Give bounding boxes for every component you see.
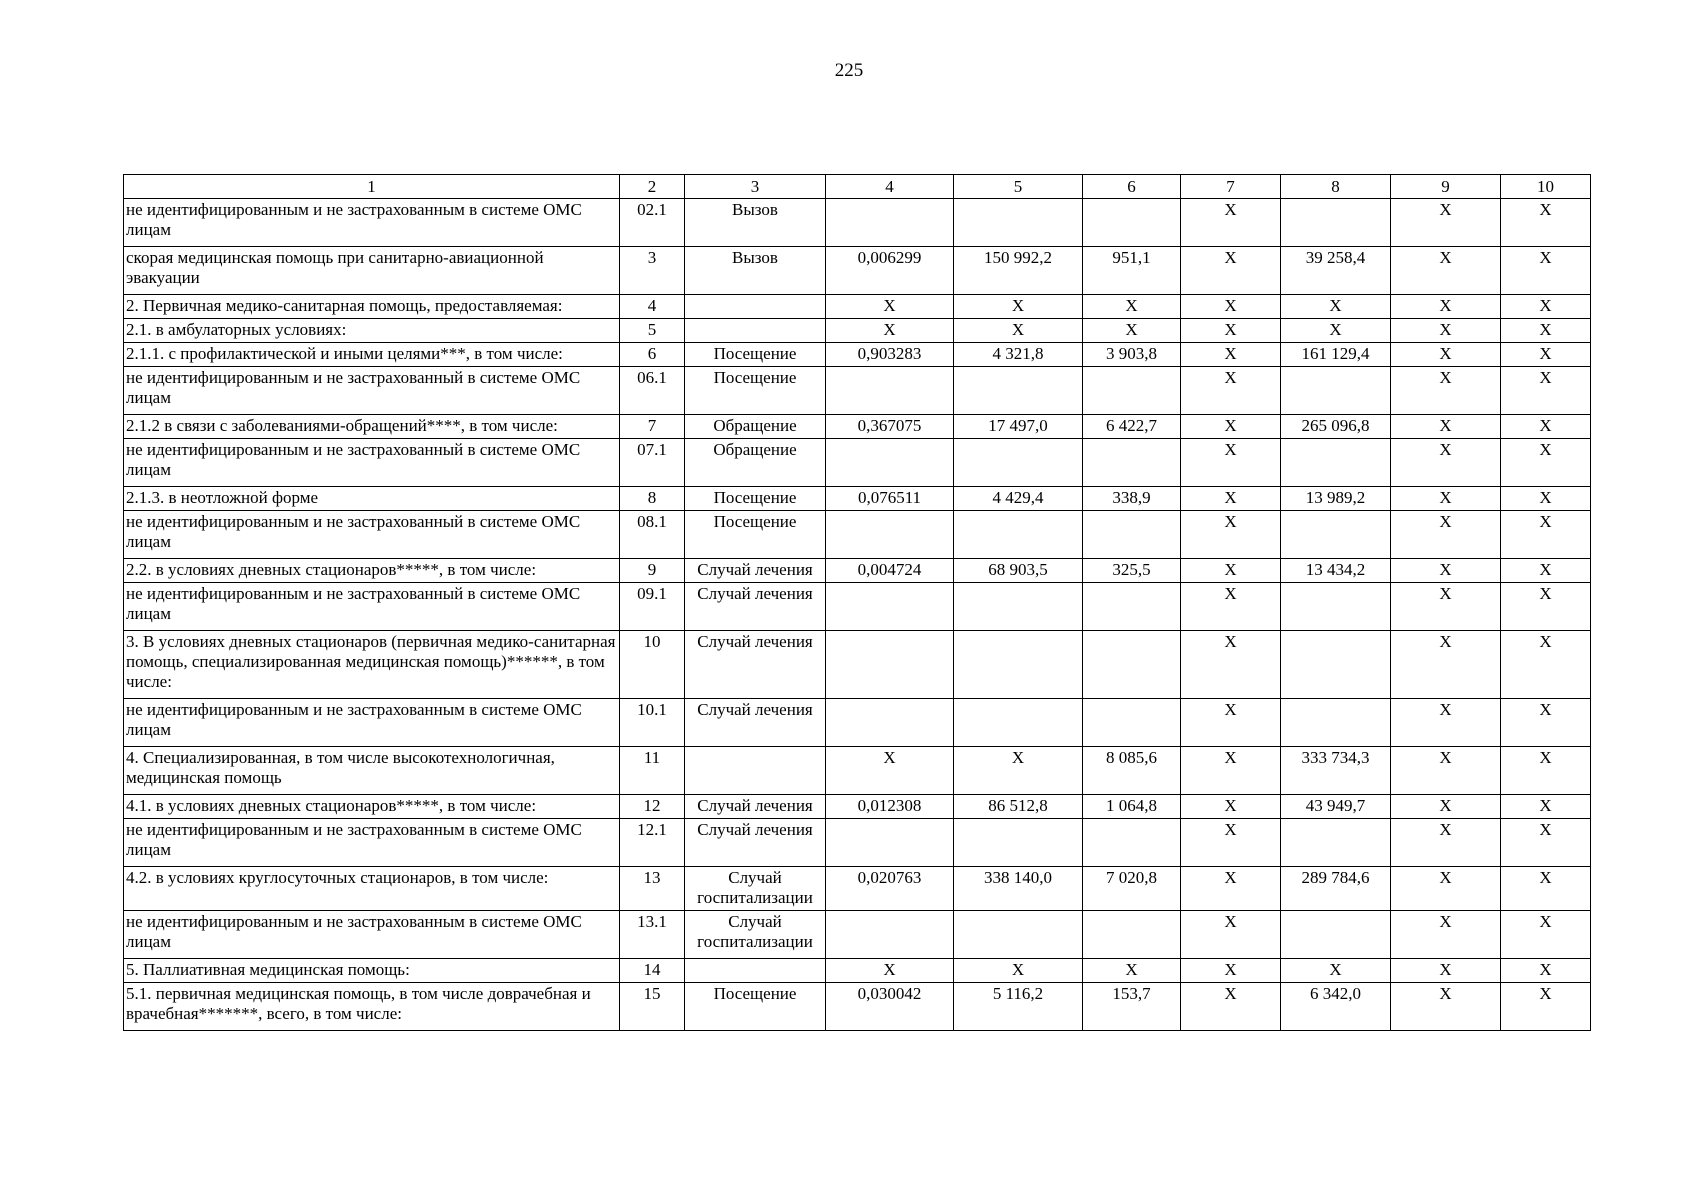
table-row <box>124 343 1591 367</box>
table-cell-col-5: X <box>954 319 1083 343</box>
header-cell: 9 <box>1391 175 1501 199</box>
table-cell-col-4: 0,030042 <box>826 983 954 1031</box>
table-cell-col-5: 68 903,5 <box>954 559 1083 583</box>
table-cell-col-4: X <box>826 295 954 319</box>
table-row <box>124 199 1591 247</box>
table-cell-col-7: X <box>1181 699 1281 747</box>
table-cell-col-4: X <box>826 747 954 795</box>
table-cell-col-6 <box>1083 631 1181 699</box>
table-cell-col-3: Обращение <box>685 439 826 487</box>
table-cell-col-4: X <box>826 319 954 343</box>
page-number: 225 <box>834 60 864 81</box>
table-cell-col-9: X <box>1391 699 1501 747</box>
table-cell-col-9: X <box>1391 199 1501 247</box>
table-cell-col-1: 2.1.1. с профилактической и иными целями***, в том числе: <box>124 343 620 367</box>
header-cell: 4 <box>826 175 954 199</box>
table-cell-col-10: X <box>1501 983 1591 1031</box>
table-cell-col-6: 6 422,7 <box>1083 415 1181 439</box>
table-cell-col-7: X <box>1181 631 1281 699</box>
table-cell-col-7: X <box>1181 295 1281 319</box>
table-cell-col-10: X <box>1501 795 1591 819</box>
table-cell-col-1: 4.2. в условиях круглосуточных стационаров, в том числе: <box>124 867 620 911</box>
table-cell-col-7: X <box>1181 747 1281 795</box>
table-cell-col-5: X <box>954 747 1083 795</box>
header-cell: 5 <box>954 175 1083 199</box>
table-cell-col-4 <box>826 199 954 247</box>
table-cell-col-6: 3 903,8 <box>1083 343 1181 367</box>
table-row <box>124 511 1591 559</box>
table-cell-col-6 <box>1083 583 1181 631</box>
table-row <box>124 319 1591 343</box>
table-cell-col-6: 7 020,8 <box>1083 867 1181 911</box>
table-cell-col-9: X <box>1391 795 1501 819</box>
table-cell-col-3: Посещение <box>685 511 826 559</box>
table-body <box>124 199 1591 1031</box>
table-cell-col-9: X <box>1391 511 1501 559</box>
table-cell-col-5: 17 497,0 <box>954 415 1083 439</box>
header-cell: 2 <box>620 175 685 199</box>
table-cell-col-6: 8 085,6 <box>1083 747 1181 795</box>
table-row <box>124 487 1591 511</box>
table-cell-col-3: Случай лечения <box>685 699 826 747</box>
table-cell-col-10: X <box>1501 631 1591 699</box>
table-cell-col-4 <box>826 367 954 415</box>
table-cell-col-6 <box>1083 367 1181 415</box>
table-cell-col-9: X <box>1391 867 1501 911</box>
table-cell-col-8 <box>1281 367 1391 415</box>
table-cell-col-3: Случай лечения <box>685 795 826 819</box>
table-cell-col-3: Обращение <box>685 415 826 439</box>
table-cell-col-5 <box>954 583 1083 631</box>
table-cell-col-5: 5 116,2 <box>954 983 1083 1031</box>
table-cell-col-7: X <box>1181 319 1281 343</box>
table-cell-col-1: скорая медицинская помощь при санитарно-авиационной эвакуации <box>124 247 620 295</box>
table-cell-col-7: X <box>1181 559 1281 583</box>
table-cell-col-3: Случай лечения <box>685 819 826 867</box>
table-cell-col-3: Вызов <box>685 199 826 247</box>
table-row <box>124 631 1591 699</box>
table-cell-col-4: 0,004724 <box>826 559 954 583</box>
table-cell-col-10: X <box>1501 367 1591 415</box>
table-cell-col-5 <box>954 511 1083 559</box>
table-cell-col-2: 15 <box>620 983 685 1031</box>
table-cell-col-8 <box>1281 699 1391 747</box>
table-cell-col-10: X <box>1501 819 1591 867</box>
table-cell-col-9: X <box>1391 487 1501 511</box>
table-cell-col-3: Случай лечения <box>685 631 826 699</box>
table-cell-col-2: 10 <box>620 631 685 699</box>
table-cell-col-6: X <box>1083 295 1181 319</box>
table-cell-col-10: X <box>1501 247 1591 295</box>
table-cell-col-10: X <box>1501 199 1591 247</box>
table-cell-col-6 <box>1083 911 1181 959</box>
table-cell-col-7: X <box>1181 247 1281 295</box>
table-cell-col-4: 0,903283 <box>826 343 954 367</box>
table-row <box>124 867 1591 911</box>
table-cell-col-6: X <box>1083 319 1181 343</box>
table-row <box>124 559 1591 583</box>
table-cell-col-3: Посещение <box>685 367 826 415</box>
table-cell-col-3: Случай госпитализации <box>685 867 826 911</box>
table-cell-col-7: X <box>1181 911 1281 959</box>
table-cell-col-9: X <box>1391 959 1501 983</box>
table-cell-col-8: 39 258,4 <box>1281 247 1391 295</box>
table-cell-col-7: X <box>1181 415 1281 439</box>
table-cell-col-5 <box>954 631 1083 699</box>
table-cell-col-2: 14 <box>620 959 685 983</box>
table-cell-col-3: Вызов <box>685 247 826 295</box>
table-cell-col-7: X <box>1181 795 1281 819</box>
table-cell-col-9: X <box>1391 295 1501 319</box>
table-cell-col-2: 12.1 <box>620 819 685 867</box>
table-cell-col-2: 9 <box>620 559 685 583</box>
table-cell-col-9: X <box>1391 983 1501 1031</box>
table-cell-col-2: 4 <box>620 295 685 319</box>
table-cell-col-1: 4. Специализированная, в том числе высокотехнологичная, медицинская помощь <box>124 747 620 795</box>
table-cell-col-9: X <box>1391 819 1501 867</box>
table-cell-col-4 <box>826 631 954 699</box>
table-cell-col-4 <box>826 819 954 867</box>
table-cell-col-2: 7 <box>620 415 685 439</box>
table-cell-col-1: не идентифицированным и не застрахованным в системе ОМС лицам <box>124 911 620 959</box>
table-row <box>124 247 1591 295</box>
table-cell-col-1: не идентифицированным и не застрахованным в системе ОМС лицам <box>124 199 620 247</box>
table-row <box>124 295 1591 319</box>
table-cell-col-5 <box>954 699 1083 747</box>
table-cell-col-4: 0,367075 <box>826 415 954 439</box>
table-cell-col-3: Посещение <box>685 487 826 511</box>
table-cell-col-6: 1 064,8 <box>1083 795 1181 819</box>
table-cell-col-5: 4 321,8 <box>954 343 1083 367</box>
table-cell-col-8 <box>1281 199 1391 247</box>
table-cell-col-5: X <box>954 295 1083 319</box>
table-cell-col-6 <box>1083 511 1181 559</box>
table-cell-col-9: X <box>1391 367 1501 415</box>
table-cell-col-5: 4 429,4 <box>954 487 1083 511</box>
table-cell-col-3 <box>685 295 826 319</box>
table-cell-col-7: X <box>1181 343 1281 367</box>
header-cell: 7 <box>1181 175 1281 199</box>
table-cell-col-5: 338 140,0 <box>954 867 1083 911</box>
table-cell-col-6 <box>1083 819 1181 867</box>
table-cell-col-4 <box>826 911 954 959</box>
table-cell-col-1: 5. Паллиативная медицинская помощь: <box>124 959 620 983</box>
table-cell-col-4: 0,020763 <box>826 867 954 911</box>
table-row <box>124 439 1591 487</box>
table-cell-col-8: 265 096,8 <box>1281 415 1391 439</box>
table-cell-col-6: 153,7 <box>1083 983 1181 1031</box>
table-cell-col-10: X <box>1501 319 1591 343</box>
table-cell-col-2: 12 <box>620 795 685 819</box>
table-row <box>124 819 1591 867</box>
table-cell-col-8: X <box>1281 959 1391 983</box>
table-cell-col-2: 06.1 <box>620 367 685 415</box>
header-cell: 3 <box>685 175 826 199</box>
table-cell-col-9: X <box>1391 911 1501 959</box>
table-cell-col-3: Случай лечения <box>685 559 826 583</box>
table-cell-col-10: X <box>1501 559 1591 583</box>
table-cell-col-10: X <box>1501 911 1591 959</box>
header-cell: 10 <box>1501 175 1591 199</box>
table-cell-col-5 <box>954 199 1083 247</box>
table-cell-col-2: 3 <box>620 247 685 295</box>
table-cell-col-2: 6 <box>620 343 685 367</box>
table-cell-col-10: X <box>1501 343 1591 367</box>
table-cell-col-8 <box>1281 583 1391 631</box>
table-cell-col-3 <box>685 747 826 795</box>
table-cell-col-6 <box>1083 439 1181 487</box>
table-cell-col-2: 11 <box>620 747 685 795</box>
table-cell-col-7: X <box>1181 583 1281 631</box>
table-row <box>124 367 1591 415</box>
table-row <box>124 747 1591 795</box>
table-cell-col-8: 13 434,2 <box>1281 559 1391 583</box>
table-cell-col-9: X <box>1391 583 1501 631</box>
table-cell-col-9: X <box>1391 247 1501 295</box>
table-cell-col-1: 2.2. в условиях дневных стационаров*****, в том числе: <box>124 559 620 583</box>
table-cell-col-9: X <box>1391 343 1501 367</box>
table-cell-col-4 <box>826 439 954 487</box>
table-cell-col-4: 0,012308 <box>826 795 954 819</box>
table-cell-col-9: X <box>1391 631 1501 699</box>
table-row <box>124 911 1591 959</box>
table-cell-col-4: 0,006299 <box>826 247 954 295</box>
table-cell-col-2: 13.1 <box>620 911 685 959</box>
table-cell-col-1: не идентифицированным и не застрахованный в системе ОМС лицам <box>124 367 620 415</box>
table-cell-col-1: не идентифицированным и не застрахованный в системе ОМС лицам <box>124 439 620 487</box>
table-cell-col-6: 325,5 <box>1083 559 1181 583</box>
table-cell-col-10: X <box>1501 415 1591 439</box>
table-cell-col-6: X <box>1083 959 1181 983</box>
table-cell-col-4: 0,076511 <box>826 487 954 511</box>
table-row <box>124 583 1591 631</box>
table-cell-col-10: X <box>1501 747 1591 795</box>
table-cell-col-10: X <box>1501 867 1591 911</box>
table-cell-col-1: не идентифицированным и не застрахованный в системе ОМС лицам <box>124 583 620 631</box>
table-cell-col-5 <box>954 911 1083 959</box>
table-cell-col-10: X <box>1501 511 1591 559</box>
table-cell-col-10: X <box>1501 959 1591 983</box>
table-cell-col-10: X <box>1501 439 1591 487</box>
header-cell: 6 <box>1083 175 1181 199</box>
table-row <box>124 959 1591 983</box>
table-cell-col-7: X <box>1181 867 1281 911</box>
table-cell-col-5: 86 512,8 <box>954 795 1083 819</box>
table-row <box>124 415 1591 439</box>
table-cell-col-3 <box>685 319 826 343</box>
table-cell-col-1: 2.1.2 в связи с заболеваниями-обращений****, в том числе: <box>124 415 620 439</box>
table-cell-col-8 <box>1281 911 1391 959</box>
table-cell-col-9: X <box>1391 439 1501 487</box>
table-cell-col-2: 10.1 <box>620 699 685 747</box>
table-cell-col-1: 2.1.3. в неотложной форме <box>124 487 620 511</box>
table-cell-col-5: 150 992,2 <box>954 247 1083 295</box>
table-cell-col-9: X <box>1391 319 1501 343</box>
table-cell-col-1: не идентифицированным и не застрахованным в системе ОМС лицам <box>124 699 620 747</box>
table-cell-col-4 <box>826 699 954 747</box>
table-cell-col-8 <box>1281 439 1391 487</box>
table-cell-col-1: 4.1. в условиях дневных стационаров*****, в том числе: <box>124 795 620 819</box>
table-cell-col-1: 3. В условиях дневных стационаров (первичная медико-санитарная помощь, специализированная медицинская помощь)******, в том числе: <box>124 631 620 699</box>
table-cell-col-9: X <box>1391 559 1501 583</box>
table-cell-col-8 <box>1281 819 1391 867</box>
table-cell-col-2: 02.1 <box>620 199 685 247</box>
table-cell-col-5 <box>954 819 1083 867</box>
table-cell-col-8: X <box>1281 295 1391 319</box>
table-row <box>124 983 1591 1031</box>
table-cell-col-1: не идентифицированным и не застрахованным в системе ОМС лицам <box>124 819 620 867</box>
table-cell-col-10: X <box>1501 295 1591 319</box>
table-cell-col-8: 43 949,7 <box>1281 795 1391 819</box>
table-cell-col-7: X <box>1181 819 1281 867</box>
table-cell-col-4 <box>826 511 954 559</box>
table-cell-col-7: X <box>1181 983 1281 1031</box>
table-cell-col-3: Случай лечения <box>685 583 826 631</box>
table-cell-col-8: 13 989,2 <box>1281 487 1391 511</box>
table-cell-col-2: 5 <box>620 319 685 343</box>
table-cell-col-8: 333 734,3 <box>1281 747 1391 795</box>
table-cell-col-3: Посещение <box>685 343 826 367</box>
header-cell: 8 <box>1281 175 1391 199</box>
table-cell-col-7: X <box>1181 199 1281 247</box>
table-cell-col-6 <box>1083 699 1181 747</box>
table-cell-col-9: X <box>1391 747 1501 795</box>
table-cell-col-10: X <box>1501 487 1591 511</box>
table-cell-col-8: 6 342,0 <box>1281 983 1391 1031</box>
table-cell-col-6 <box>1083 199 1181 247</box>
table-cell-col-2: 07.1 <box>620 439 685 487</box>
table-cell-col-8 <box>1281 511 1391 559</box>
table-cell-col-4 <box>826 583 954 631</box>
table-cell-col-6: 338,9 <box>1083 487 1181 511</box>
table-cell-col-8: 161 129,4 <box>1281 343 1391 367</box>
table-cell-col-7: X <box>1181 487 1281 511</box>
table-cell-col-2: 08.1 <box>620 511 685 559</box>
table-cell-col-1: не идентифицированным и не застрахованный в системе ОМС лицам <box>124 511 620 559</box>
table-cell-col-5 <box>954 439 1083 487</box>
table-cell-col-3: Посещение <box>685 983 826 1031</box>
table-cell-col-2: 09.1 <box>620 583 685 631</box>
table-cell-col-8 <box>1281 631 1391 699</box>
table-cell-col-10: X <box>1501 699 1591 747</box>
table-cell-col-2: 8 <box>620 487 685 511</box>
table-cell-col-6: 951,1 <box>1083 247 1181 295</box>
table-cell-col-1: 5.1. первичная медицинская помощь, в том числе доврачебная и врачебная*******, всего, в том числе: <box>124 983 620 1031</box>
report-table <box>123 174 1591 1031</box>
table-cell-col-7: X <box>1181 439 1281 487</box>
table-cell-col-2: 13 <box>620 867 685 911</box>
table-cell-col-8: 289 784,6 <box>1281 867 1391 911</box>
table-cell-col-8: X <box>1281 319 1391 343</box>
table-cell-col-7: X <box>1181 959 1281 983</box>
table-cell-col-7: X <box>1181 367 1281 415</box>
table-cell-col-3 <box>685 959 826 983</box>
table-cell-col-4: X <box>826 959 954 983</box>
table-cell-col-1: 2. Первичная медико-санитарная помощь, предоставляемая: <box>124 295 620 319</box>
table-cell-col-10: X <box>1501 583 1591 631</box>
header-row <box>124 175 1591 199</box>
table-row <box>124 795 1591 819</box>
header-cell: 1 <box>124 175 620 199</box>
table-cell-col-3: Случай госпитализации <box>685 911 826 959</box>
table-row <box>124 699 1591 747</box>
table-cell-col-5: X <box>954 959 1083 983</box>
table-cell-col-9: X <box>1391 415 1501 439</box>
table-cell-col-7: X <box>1181 511 1281 559</box>
table-cell-col-5 <box>954 367 1083 415</box>
table-cell-col-1: 2.1. в амбулаторных условиях: <box>124 319 620 343</box>
